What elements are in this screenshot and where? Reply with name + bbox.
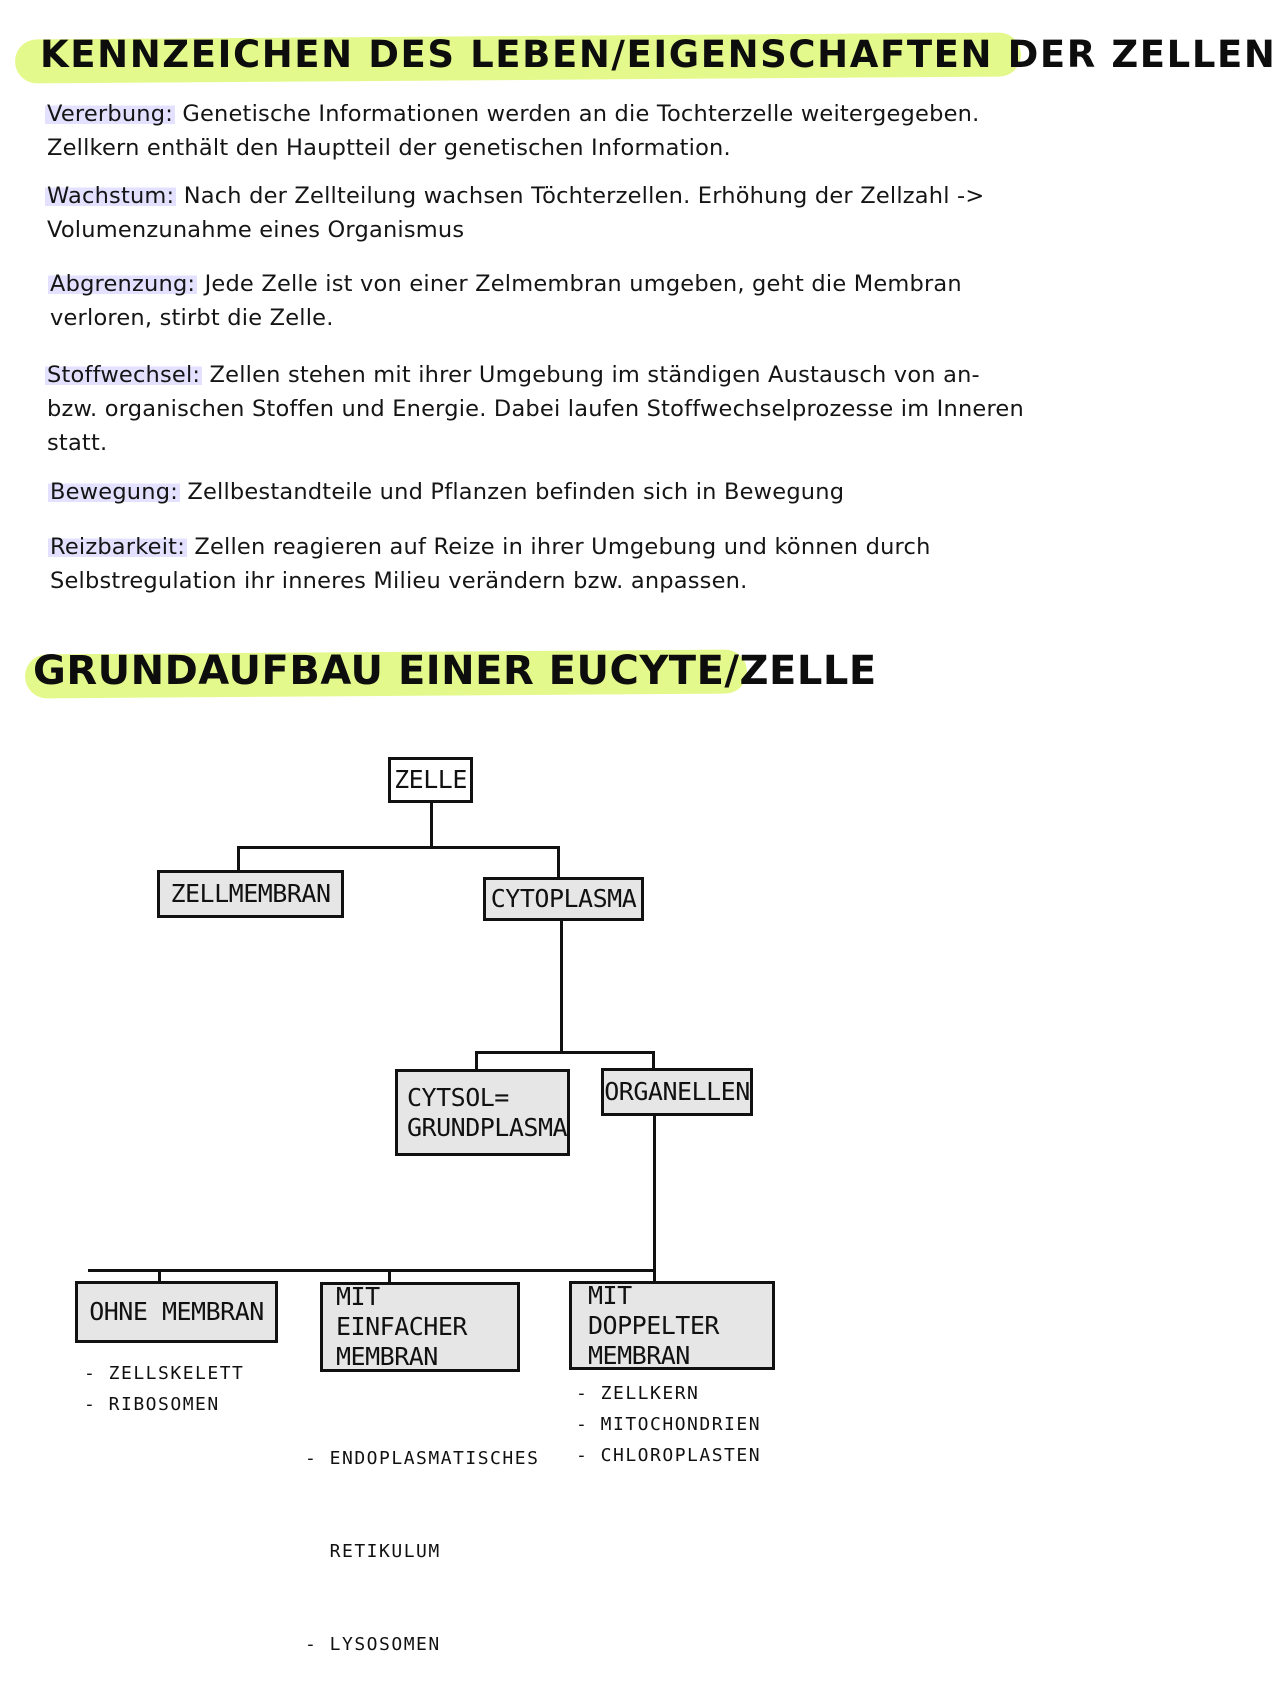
box-cytosol [395, 1069, 570, 1156]
box-label: ZELLMEMBRAN [170, 879, 331, 908]
paragraph-wachstum [47, 179, 1037, 247]
section-title-structure: GRUNDAUFBAU EINER EUCYTE/ZELLE [33, 648, 877, 694]
box-label-line: MIT DOPPELTER [588, 1280, 719, 1340]
connector-to-cytosol [475, 1051, 478, 1071]
box-label-line: MEMBRAN [588, 1340, 690, 1370]
box-label [407, 1083, 567, 1143]
box-zellmembran [157, 870, 344, 918]
paragraph-bewegung [50, 475, 1040, 509]
term-label: Stoffwechsel: [47, 362, 201, 388]
section-title-characteristics: KENNZEICHEN DES LEBEN/EIGENSCHAFTEN DER ZELLEN [40, 33, 1276, 76]
box-einfache-membran [320, 1282, 520, 1372]
list-item: - ZELLKERN [576, 1383, 700, 1404]
box-label: CYTOPLASMA [490, 884, 637, 913]
paragraph-reizbarkeit [50, 530, 1040, 598]
connector-to-membrane [237, 846, 240, 871]
term-text: Zellen reagieren auf Reize in ihrer Umgebung und können durch Selbstregulation ihr inneres Milieu verändern bzw. anpassen. [50, 534, 931, 594]
term-label: Vererbung: [47, 101, 174, 127]
term-text: Genetische Informationen werden an die Tochterzelle weitergegeben. Zellkern enthält den Hauptteil der genetischen Information. [47, 101, 980, 161]
term-label: Reizbarkeit: [50, 534, 185, 560]
paragraph-stoffwechsel [47, 358, 1037, 460]
connector-cytoplasm-down [560, 918, 563, 1053]
connector-level2-horizontal [475, 1051, 655, 1054]
paragraph-abgrenzung [50, 267, 1040, 335]
list-item: RETIKULUM [305, 1541, 441, 1562]
box-label: ORGANELLEN [604, 1077, 750, 1106]
term-label: Wachstum: [47, 183, 175, 209]
list-item: - ENDOPLASMATISCHES [305, 1448, 540, 1469]
box-label-line: GRUNDPLASMA [407, 1112, 568, 1142]
connector-level3-horizontal [88, 1269, 656, 1272]
box-label [588, 1281, 772, 1371]
connector-level1-horizontal [237, 846, 560, 849]
list-item: - MITOCHONDRIEN [576, 1414, 762, 1435]
list-item: - RIBOSOMEN [84, 1394, 220, 1415]
box-label [336, 1282, 517, 1372]
box-label: ZELLE [394, 765, 467, 794]
list-ohne-membran [84, 1358, 244, 1420]
connector-to-cytoplasm [557, 846, 560, 878]
box-label-line: MEMBRAN [336, 1342, 438, 1371]
term-text: Jede Zelle ist von einer Zelmembran umgeben, geht die Membran verloren, stirbt die Zelle. [50, 271, 962, 331]
box-label-line: MIT EINFACHER [336, 1282, 467, 1341]
box-organellen [601, 1068, 753, 1116]
list-item: - ZELLSKELETT [84, 1363, 245, 1384]
box-doppelte-membran [569, 1281, 775, 1370]
box-ohne-membran [75, 1281, 278, 1343]
term-label: Bewegung: [50, 479, 178, 505]
box-zelle [388, 757, 473, 803]
box-cytoplasma [483, 877, 644, 921]
paragraph-vererbung [47, 97, 1037, 165]
box-label: OHNE MEMBRAN [89, 1297, 264, 1326]
connector-root-down [430, 801, 433, 848]
connector-organelles-down [653, 1114, 656, 1282]
term-text: Zellbestandteile und Pflanzen befinden sich in Bewegung [180, 479, 845, 505]
list-einfache-membran [305, 1381, 539, 1691]
term-text: Zellen stehen mit ihrer Umgebung im ständigen Austausch von an- bzw. organischen Stoffen und Energie. Dabei laufen Stoffwechselprozesse im Inneren statt. [47, 362, 1024, 456]
list-item: - CHLOROPLASTEN [576, 1445, 762, 1466]
list-doppelte-membran [576, 1378, 761, 1471]
term-label: Abgrenzung: [50, 271, 196, 297]
list-item: - LYSOSOMEN [305, 1634, 441, 1655]
term-text: Nach der Zellteilung wachsen Töchterzellen. Erhöhung der Zellzahl -> Volumenzunahme eines Organismus [47, 183, 985, 243]
box-label-line: CYTSOL= [407, 1082, 509, 1112]
